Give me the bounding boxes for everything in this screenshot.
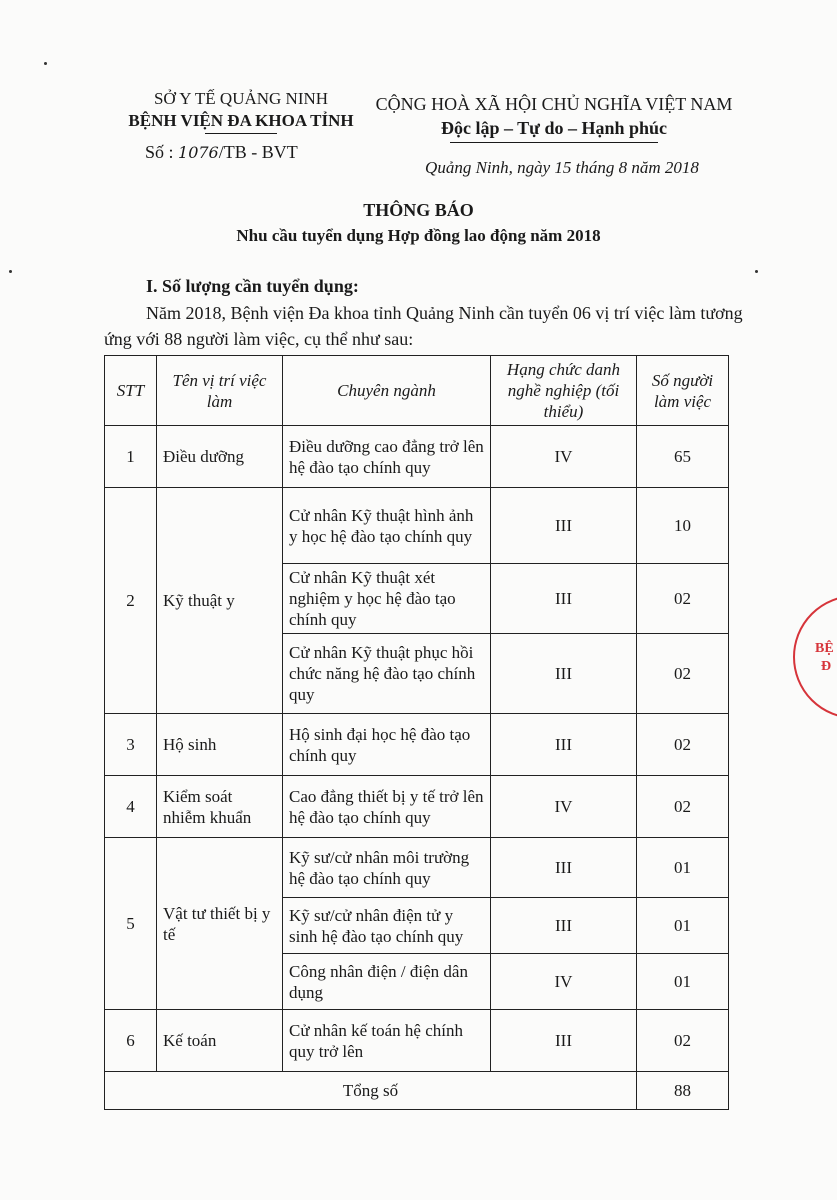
cell-rank: IV	[491, 954, 637, 1010]
cell-major: Cao đẳng thiết bị y tế trở lên hệ đào tạo chính quy	[283, 776, 491, 838]
cell-count: 01	[637, 838, 729, 898]
issuer-underline	[205, 133, 277, 134]
cell-rank: III	[491, 488, 637, 564]
date-line: Quảng Ninh, ngày 15 tháng 8 năm 2018	[425, 158, 699, 177]
cell-position: Kế toán	[157, 1010, 283, 1072]
cell-count: 02	[637, 564, 729, 634]
header-count: Số người làm việc	[637, 356, 729, 426]
table-header-row	[105, 356, 729, 426]
issuer-department: SỞ Y TẾ QUẢNG NINH	[153, 89, 329, 108]
cell-rank: III	[491, 1010, 637, 1072]
cell-rank: III	[491, 714, 637, 776]
cell-stt: 2	[105, 488, 157, 714]
cell-count: 01	[637, 898, 729, 954]
doc-no-suffix: /TB - BVT	[218, 142, 298, 162]
cell-rank: III	[491, 898, 637, 954]
cell-major: Điều dưỡng cao đẳng trở lên hệ đào tạo chính quy	[283, 426, 491, 488]
table-row	[105, 1010, 729, 1072]
total-label: Tổng số	[105, 1072, 637, 1110]
cell-stt: 3	[105, 714, 157, 776]
cell-position: Điều dưỡng	[157, 426, 283, 488]
cell-stt: 6	[105, 1010, 157, 1072]
total-value: 88	[637, 1072, 729, 1110]
cell-rank: III	[491, 838, 637, 898]
cell-major: Cử nhân Kỹ thuật xét nghiệm y học hệ đào tạo chính quy	[283, 564, 491, 634]
scan-speck	[44, 62, 47, 65]
table-total-row	[105, 1072, 729, 1110]
cell-count: 10	[637, 488, 729, 564]
header-major: Chuyên ngành	[283, 356, 491, 426]
scan-speck	[9, 270, 12, 273]
national-header	[368, 92, 740, 143]
cell-major: Công nhân điện / điện dân dụng	[283, 954, 491, 1010]
cell-stt: 5	[105, 838, 157, 1010]
cell-count: 02	[637, 776, 729, 838]
cell-rank: III	[491, 564, 637, 634]
header-rank: Hạng chức danh nghề nghiệp (tối thiểu)	[491, 356, 637, 426]
cell-count: 02	[637, 714, 729, 776]
table-row	[105, 714, 729, 776]
cell-major: Cử nhân Kỹ thuật phục hồi chức năng hệ đào tạo chính quy	[283, 634, 491, 714]
cell-rank: III	[491, 634, 637, 714]
doc-no-handwritten: 1076	[178, 143, 219, 162]
document-title: THÔNG BÁO	[363, 200, 474, 220]
cell-major: Cử nhân Kỹ thuật hình ảnh y học hệ đào tạo chính quy	[283, 488, 491, 564]
motto-underline	[450, 142, 658, 143]
seal-text-2: Đ	[821, 659, 832, 674]
table-row	[105, 426, 729, 488]
cell-rank: IV	[491, 426, 637, 488]
header-stt: STT	[105, 356, 157, 426]
official-seal	[793, 595, 837, 719]
doc-no-prefix: Số :	[145, 142, 179, 162]
table-row	[105, 838, 729, 898]
header-position: Tên vị trí việc làm	[157, 356, 283, 426]
cell-major: Hộ sinh đại học hệ đào tạo chính quy	[283, 714, 491, 776]
cell-position: Kiểm soát nhiễm khuẩn	[157, 776, 283, 838]
seal-text-1: BỆ	[815, 641, 834, 656]
cell-major: Kỹ sư/cử nhân môi trường hệ đào tạo chính quy	[283, 838, 491, 898]
cell-position: Hộ sinh	[157, 714, 283, 776]
document-number	[145, 142, 298, 163]
national-motto: Độc lập – Tự do – Hạnh phúc	[440, 118, 668, 138]
section-paragraph: Năm 2018, Bệnh viện Đa khoa tỉnh Quảng Ninh cần tuyển 06 vị trí việc làm tương ứng với 88 người làm việc, cụ thể như sau:	[104, 303, 743, 349]
issuer-hospital: BỆNH VIỆN ĐA KHOA TỈNH	[128, 111, 354, 130]
scan-speck	[755, 270, 758, 273]
cell-position: Vật tư thiết bị y tế	[157, 838, 283, 1010]
issuer-block	[112, 88, 370, 134]
cell-count: 02	[637, 1010, 729, 1072]
document-subtitle: Nhu cầu tuyển dụng Hợp đồng lao động năm 2018	[236, 226, 601, 245]
cell-major: Kỹ sư/cử nhân điện tử y sinh hệ đào tạo chính quy	[283, 898, 491, 954]
cell-major: Cử nhân kế toán hệ chính quy trở lên	[283, 1010, 491, 1072]
cell-position: Kỹ thuật y	[157, 488, 283, 714]
section-heading: I. Số lượng cần tuyển dụng:	[146, 276, 359, 296]
table-row	[105, 488, 729, 564]
cell-stt: 4	[105, 776, 157, 838]
cell-rank: IV	[491, 776, 637, 838]
table-row	[105, 776, 729, 838]
cell-count: 02	[637, 634, 729, 714]
cell-count: 65	[637, 426, 729, 488]
cell-count: 01	[637, 954, 729, 1010]
cell-stt: 1	[105, 426, 157, 488]
nation-name: CỘNG HOÀ XÃ HỘI CHỦ NGHĨA VIỆT NAM	[375, 94, 733, 114]
recruitment-table	[104, 355, 729, 1110]
